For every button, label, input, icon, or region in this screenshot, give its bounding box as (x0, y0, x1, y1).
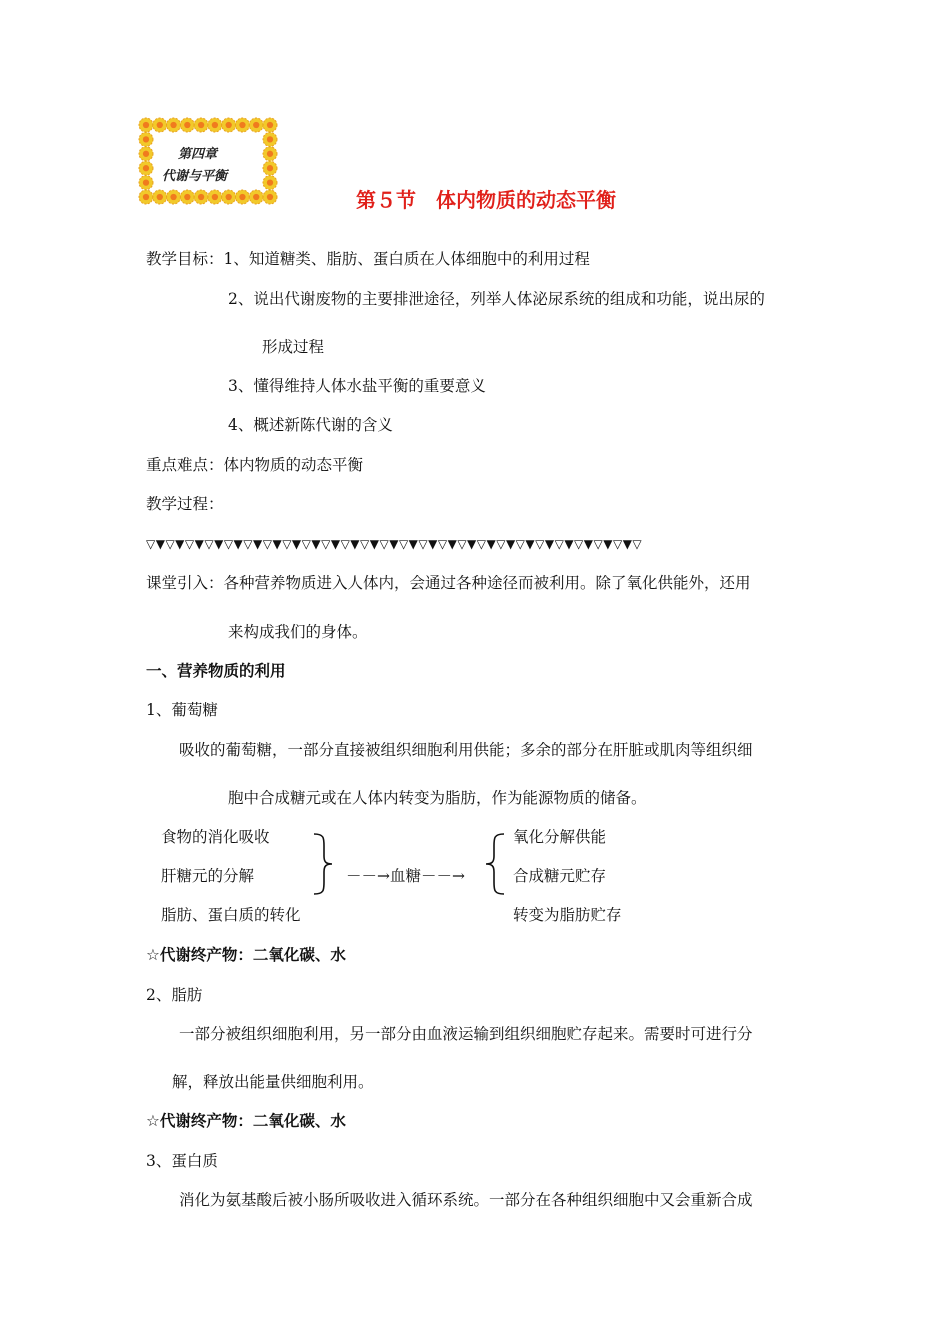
page-title: 第５节 体内物质的动态平衡 (356, 188, 616, 212)
flower-icon (263, 161, 277, 175)
glucose-heading: 1、葡萄糖 (146, 701, 218, 719)
flower-icon (208, 118, 222, 132)
left-brace (484, 832, 506, 896)
source-item: 脂肪、蛋白质的转化 (161, 906, 301, 924)
flower-icon (263, 147, 277, 161)
flower-icon (263, 190, 277, 204)
objectives-line-1 (146, 249, 590, 269)
blood-sugar-flow: －－→血糖－－→ (346, 867, 465, 885)
flower-icon (235, 118, 249, 132)
flower-icon (263, 132, 277, 146)
glucose-end-products: ☆代谢终产物：二氧化碳、水 (146, 946, 346, 964)
chapter-badge (138, 117, 278, 205)
flower-icon (249, 118, 263, 132)
flower-icon (167, 190, 181, 204)
source-item: 食物的消化吸收 (161, 828, 270, 846)
use-item: 转变为脂肪贮存 (513, 906, 622, 924)
flower-icon (139, 132, 153, 146)
protein-para-1: 消化为氨基酸后被小肠所吸收进入循环系统。一部分在各种组织细胞中又会重新合成 (179, 1191, 753, 1209)
right-brace (312, 832, 334, 896)
flower-icon (139, 147, 153, 161)
glucose-para-2: 胞中合成糖元或在人体内转变为脂肪，作为能源物质的储备。 (228, 789, 647, 807)
objective-4: 4、概述新陈代谢的含义 (228, 416, 393, 434)
flower-icon (263, 118, 277, 132)
flower-icon (139, 190, 153, 204)
key-points: 重点难点：体内物质的动态平衡 (146, 456, 364, 474)
use-item: 氧化分解供能 (513, 828, 607, 846)
fat-para-1: 一部分被组织细胞利用，另一部分由血液运输到组织细胞贮存起来。需要时可进行分 (179, 1025, 753, 1043)
triangle-divider: ▽▼▽▼▽▼▽▼▽▼▽▼▽▼▽▼▽▼▽▼▽▼▽▼▽▼▽▼▽▼▽▼▽▼▽▼▽▼▽▼▽▼▽▼▽▼▽▼▽▼▽ (146, 537, 643, 551)
fat-end-products: ☆代谢终产物：二氧化碳、水 (146, 1112, 346, 1130)
objective-3: 3、懂得维持人体水盐平衡的重要意义 (228, 377, 486, 395)
flower-icon (222, 190, 236, 204)
badge-chapter-title: 代谢与平衡 (162, 169, 228, 184)
objective-2a: 2、说出代谢废物的主要排泄途径，列举人体泌尿系统的组成和功能，说出尿的 (228, 290, 765, 308)
flower-icon (139, 118, 153, 132)
fat-para-2: 解，释放出能量供细胞利用。 (172, 1073, 374, 1091)
objective-1: 1、知道糖类、脂肪、蛋白质在人体细胞中的利用过程 (223, 250, 590, 268)
flower-icon (180, 118, 194, 132)
flower-icon (180, 190, 194, 204)
objectives-label: 教学目标： (146, 250, 224, 268)
flower-icon (263, 176, 277, 190)
protein-heading: 3、蛋白质 (146, 1152, 218, 1170)
flower-icon (194, 118, 208, 132)
flower-icon (139, 176, 153, 190)
flower-icon (167, 118, 181, 132)
flower-icon (222, 118, 236, 132)
flower-icon (153, 118, 167, 132)
badge-chapter-label: 第四章 (178, 147, 218, 162)
flower-icon (194, 190, 208, 204)
fat-heading: 2、脂肪 (146, 986, 203, 1004)
flower-icon (235, 190, 249, 204)
glucose-para-1: 吸收的葡萄糖，一部分直接被组织细胞利用供能；多余的部分在肝脏或肌肉等组织细 (179, 741, 753, 759)
use-item: 合成糖元贮存 (513, 867, 607, 885)
source-item: 肝糖元的分解 (161, 867, 255, 885)
process-label: 教学过程： (146, 495, 224, 513)
intro-line-2: 来构成我们的身体。 (228, 623, 368, 641)
section1-heading: 一、营养物质的利用 (146, 662, 286, 680)
intro-line-1: 课堂引入：各种营养物质进入人体内，会通过各种途径而被利用。除了氧化供能外，还用 (146, 574, 751, 592)
flower-icon (249, 190, 263, 204)
flower-icon (139, 161, 153, 175)
flower-icon (153, 190, 167, 204)
flower-icon (208, 190, 222, 204)
objective-2b: 形成过程 (262, 338, 325, 356)
